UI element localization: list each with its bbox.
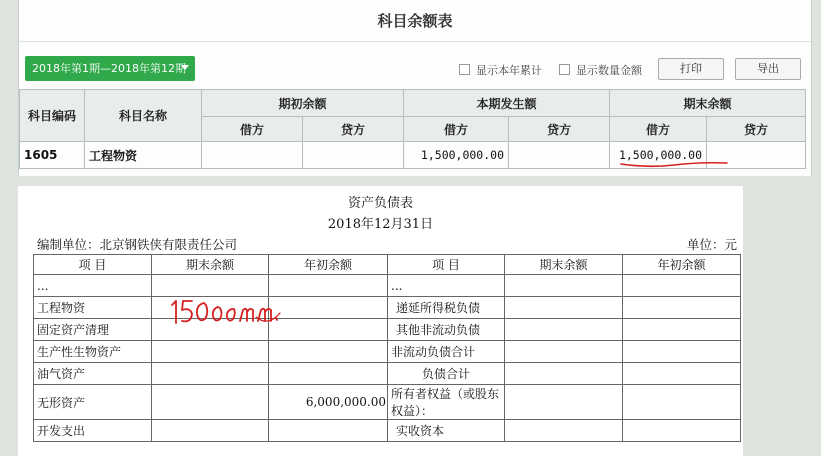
col-header-opening: 年初余额 xyxy=(269,255,388,275)
cell-liab-item: 实收资本 xyxy=(388,420,505,442)
cell-liab-closing xyxy=(505,363,623,385)
col-header-debit: 借方 xyxy=(404,117,509,142)
cell-liab-closing xyxy=(505,297,623,319)
cell-liab-item: 负债合计 xyxy=(388,363,505,385)
balance-sheet-document xyxy=(18,186,743,456)
cell-asset-item: 生产性生物资产 xyxy=(34,341,152,363)
cell-asset-opening xyxy=(269,420,388,442)
col-header-debit: 借方 xyxy=(610,117,707,142)
handwritten-value-annotation xyxy=(168,293,283,329)
table-row xyxy=(34,385,741,420)
cell-current-debit[interactable]: 1,500,000.00 xyxy=(404,142,509,169)
cell-asset-opening: 6,000,000.00 xyxy=(269,385,388,420)
cell-asset-closing xyxy=(152,341,269,363)
cell-liab-opening xyxy=(623,319,741,341)
col-header-credit: 贷方 xyxy=(509,117,610,142)
cell-asset-opening xyxy=(269,341,388,363)
cell-liab-opening xyxy=(623,420,741,442)
table-row xyxy=(34,275,741,297)
checkbox-icon xyxy=(459,64,470,75)
cell-code[interactable]: 1605 xyxy=(20,142,85,169)
table-row xyxy=(34,297,741,319)
cell-asset-item: 固定资产清理 xyxy=(34,319,152,341)
cell-current-credit[interactable] xyxy=(509,142,610,169)
page-title: 科目余额表 xyxy=(377,12,453,30)
cell-asset-opening xyxy=(269,319,388,341)
col-header-name: 科目名称 xyxy=(85,90,202,142)
cell-asset-opening xyxy=(269,363,388,385)
cell-name[interactable]: 工程物资 xyxy=(85,142,202,169)
cell-asset-item: ... xyxy=(34,275,152,297)
export-button[interactable]: 导出 xyxy=(735,58,801,80)
col-header-item: 项 目 xyxy=(388,255,505,275)
period-label: 2018年第1期—2018年第12期 xyxy=(32,62,186,75)
col-header-code: 科目编码 xyxy=(20,90,85,142)
col-header-closing: 期末余额 xyxy=(152,255,269,275)
col-header-item: 项 目 xyxy=(34,255,152,275)
red-underline-annotation xyxy=(619,160,729,168)
show-quantity-label: 显示数量金额 xyxy=(576,64,642,77)
sheet-title: 资产负债表 xyxy=(347,196,413,211)
cell-liab-opening xyxy=(623,385,741,420)
cell-asset-closing xyxy=(152,420,269,442)
title-divider xyxy=(19,41,811,42)
balance-sheet-table xyxy=(33,254,741,442)
table-row xyxy=(34,341,741,363)
show-cumulative-checkbox[interactable] xyxy=(459,64,542,77)
cell-liab-item: 非流动负债合计 xyxy=(388,341,505,363)
col-header-credit: 贷方 xyxy=(303,117,404,142)
cell-opening-debit[interactable] xyxy=(202,142,303,169)
sheet-unit: 单位：元 xyxy=(686,237,737,252)
cell-liab-closing xyxy=(505,341,623,363)
cell-closing-debit[interactable]: 1,500,000.00 xyxy=(610,142,707,169)
cell-asset-item: 油气资产 xyxy=(34,363,152,385)
checkbox-icon xyxy=(559,64,570,75)
cell-liab-closing xyxy=(505,319,623,341)
col-header-credit: 贷方 xyxy=(707,117,806,142)
account-balance-table xyxy=(19,89,806,169)
show-quantity-checkbox[interactable] xyxy=(559,64,642,77)
table-row xyxy=(34,363,741,385)
col-header-debit: 借方 xyxy=(202,117,303,142)
cell-liab-item: 其他非流动负债 xyxy=(388,319,505,341)
cell-asset-opening xyxy=(269,275,388,297)
cell-liab-opening xyxy=(623,363,741,385)
cell-opening-credit[interactable] xyxy=(303,142,404,169)
table-row xyxy=(34,420,741,442)
cell-asset-closing xyxy=(152,385,269,420)
cell-liab-closing xyxy=(505,385,623,420)
col-header-opening: 年初余额 xyxy=(623,255,741,275)
cell-asset-item: 工程物资 xyxy=(34,297,152,319)
cell-asset-opening xyxy=(269,297,388,319)
col-header-closing: 期末余额 xyxy=(505,255,623,275)
col-header-closing: 期末余额 xyxy=(610,90,806,117)
sheet-date: 2018年12月31日 xyxy=(327,217,434,232)
account-balance-panel xyxy=(18,0,812,176)
cell-liab-item: 递延所得税负债 xyxy=(388,297,505,319)
cell-liab-item: 所有者权益（或股东权益）： xyxy=(388,385,505,420)
cell-liab-item: ... xyxy=(388,275,505,297)
col-header-opening: 期初余额 xyxy=(202,90,404,117)
table-row xyxy=(34,319,741,341)
col-header-current: 本期发生额 xyxy=(404,90,610,117)
period-select[interactable] xyxy=(25,56,195,81)
cell-liab-opening xyxy=(623,275,741,297)
cell-asset-item: 无形资产 xyxy=(34,385,152,420)
cell-asset-item: 开发支出 xyxy=(34,420,152,442)
cell-liab-opening xyxy=(623,297,741,319)
show-cumulative-label: 显示本年累计 xyxy=(476,64,542,77)
sheet-org: 编制单位：北京钢铁侠有限责任公司 xyxy=(37,237,238,252)
chevron-down-icon xyxy=(181,65,189,70)
cell-liab-closing xyxy=(505,275,623,297)
cell-liab-opening xyxy=(623,341,741,363)
print-button[interactable]: 打印 xyxy=(658,58,724,80)
cell-liab-closing xyxy=(505,420,623,442)
cell-asset-closing xyxy=(152,363,269,385)
